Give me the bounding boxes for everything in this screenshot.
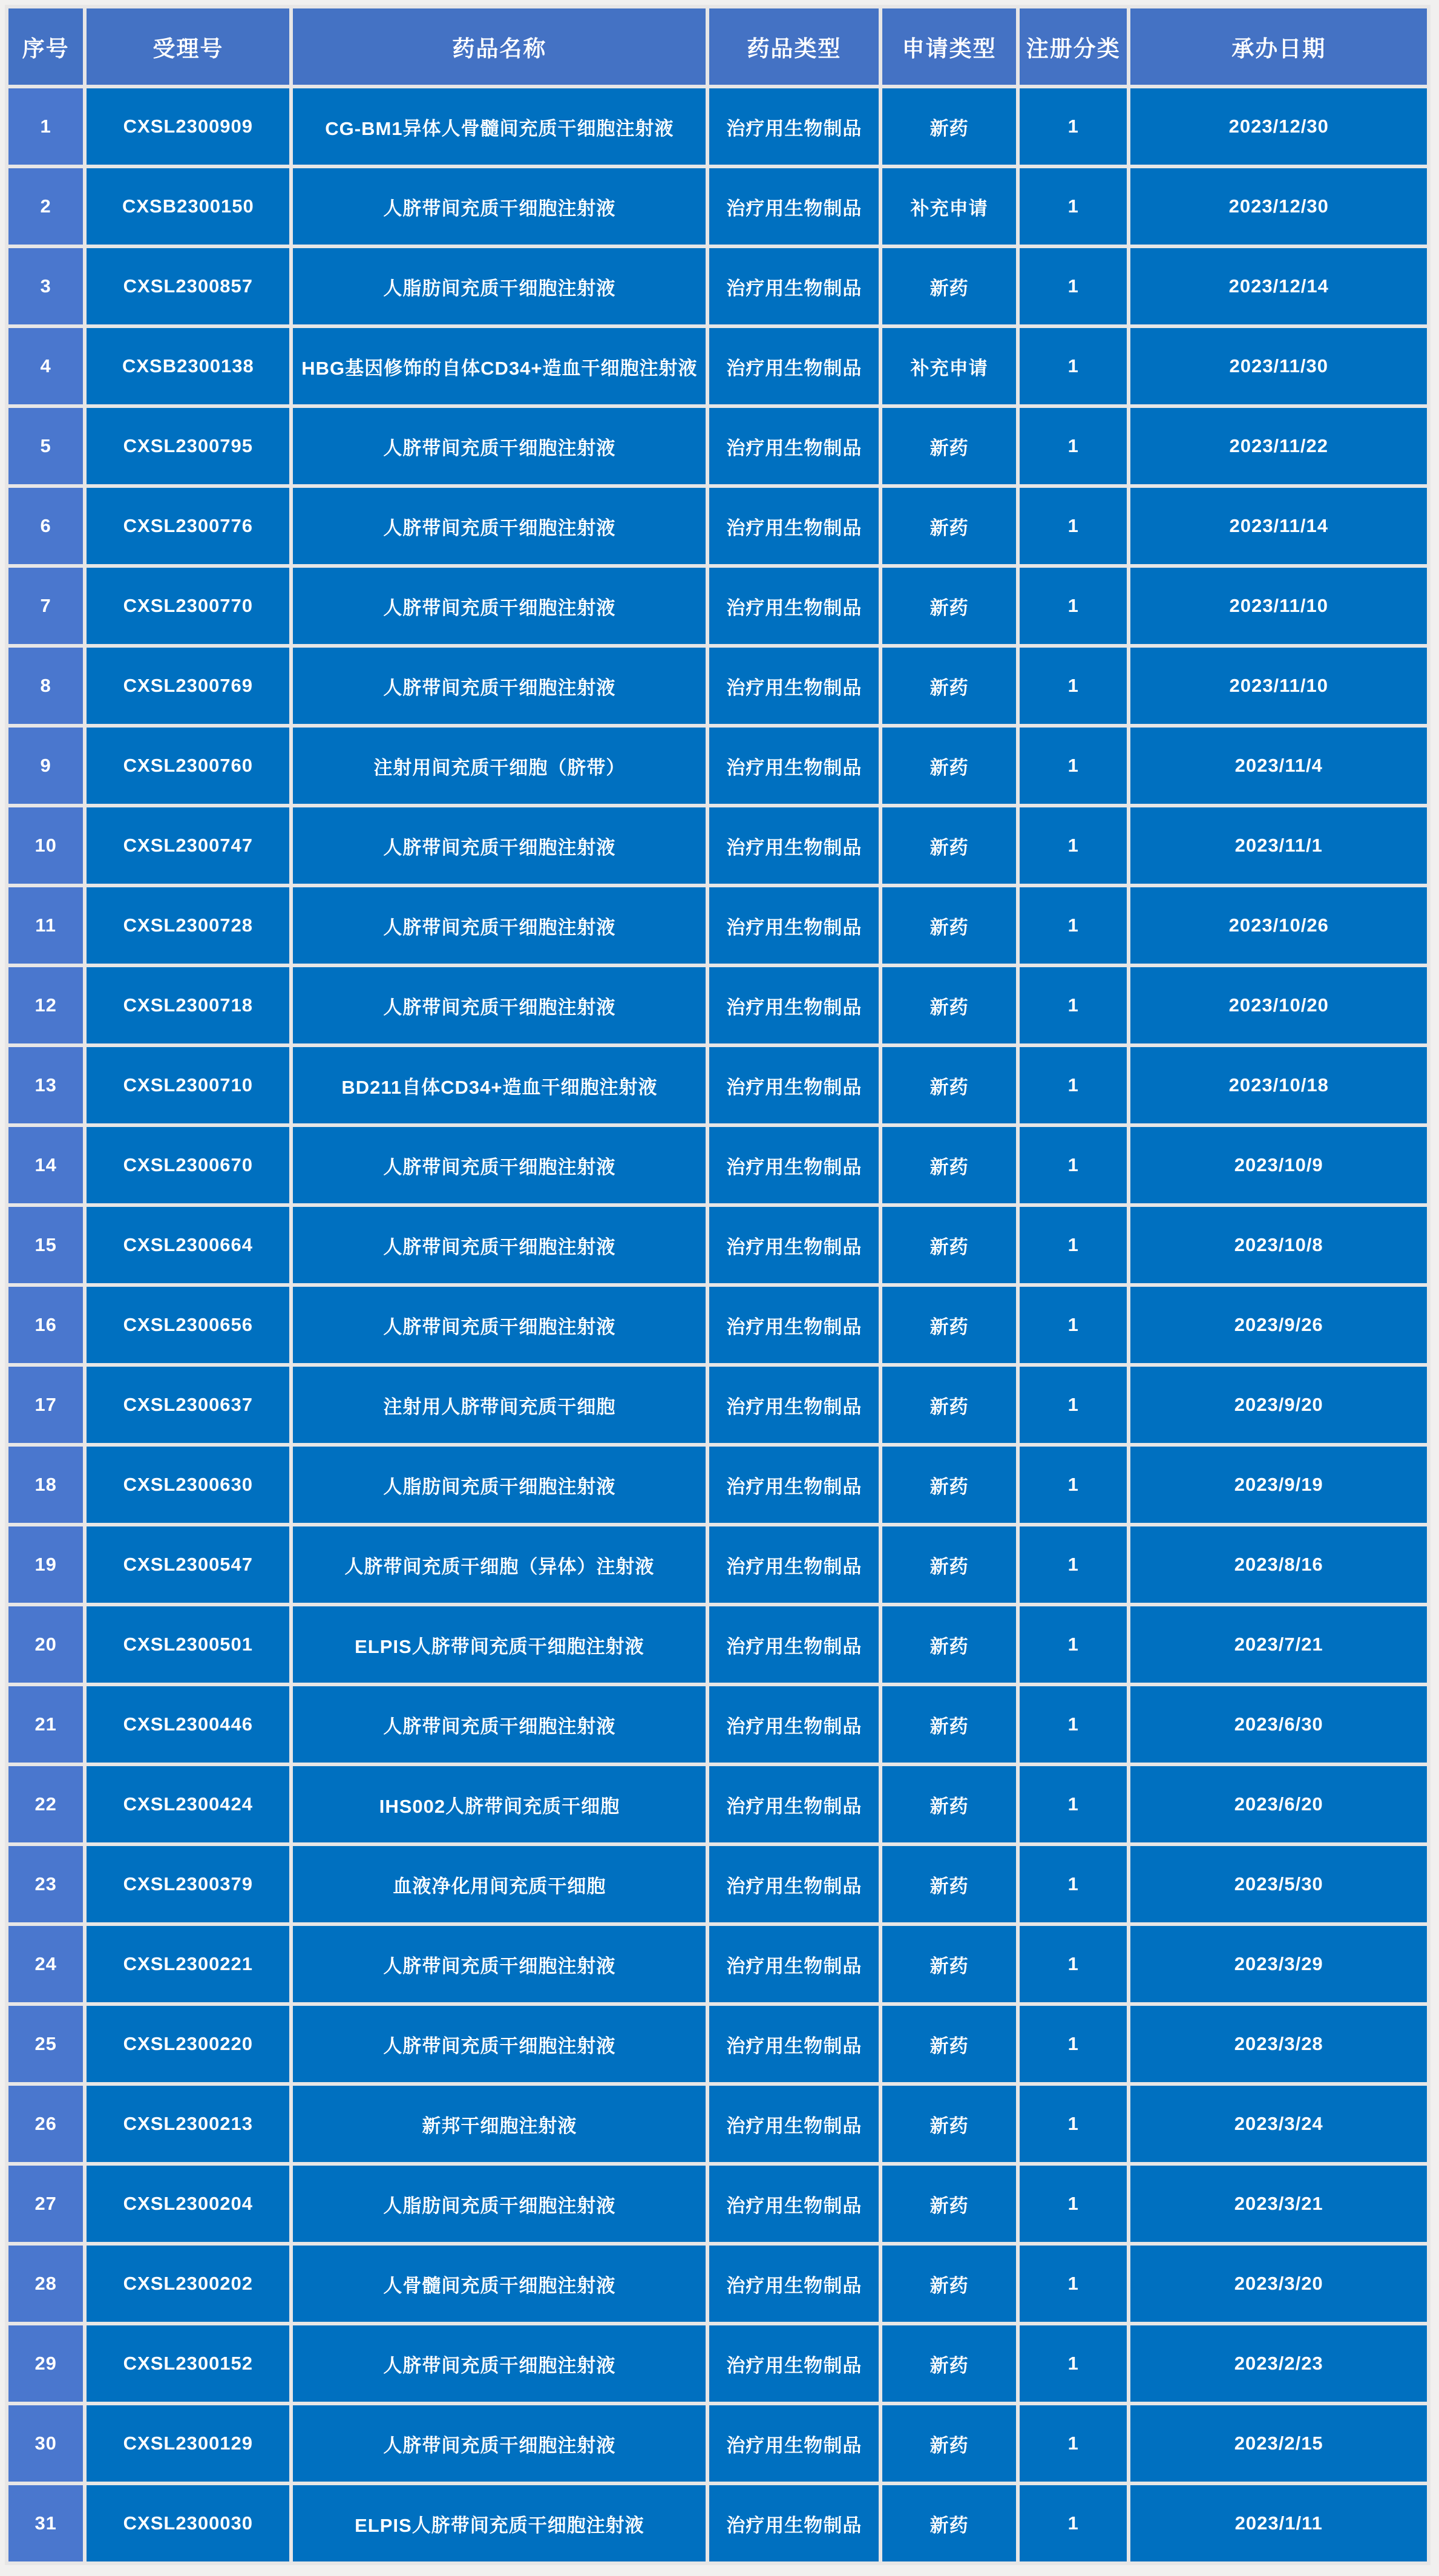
cell-registration-class[interactable]: 1 [1020,2485,1127,2561]
cell-drug-name[interactable]: 人脐带间充质干细胞注射液 [293,1127,706,1203]
cell-no[interactable]: 5 [8,408,83,484]
cell-registration-class[interactable]: 1 [1020,1367,1127,1443]
cell-application-type[interactable]: 新药 [882,1926,1016,2002]
cell-drug-name[interactable]: 人脂肪间充质干细胞注射液 [293,1447,706,1523]
table-row [8,2246,1427,2322]
cell-accept-date[interactable]: 2023/11/10 [1130,648,1427,724]
cell-no[interactable]: 24 [8,1926,83,2002]
cell-application-type[interactable]: 新药 [882,1207,1016,1283]
cell-no[interactable]: 9 [8,728,83,804]
cell-drug-name[interactable]: 人脐带间充质干细胞（异体）注射液 [293,1526,706,1603]
table-row [8,328,1427,404]
cell-acceptance-no[interactable]: CXSL2300770 [87,568,289,644]
cell-drug-type[interactable]: 治疗用生物制品 [709,1367,879,1443]
table-row [8,88,1427,165]
cell-drug-type[interactable]: 治疗用生物制品 [709,88,879,165]
cell-drug-name[interactable]: 人骨髓间充质干细胞注射液 [293,2246,706,2322]
cell-no[interactable]: 20 [8,1606,83,1683]
cell-no[interactable]: 16 [8,1287,83,1363]
cell-application-type[interactable]: 新药 [882,2246,1016,2322]
cell-application-type[interactable]: 新药 [882,1447,1016,1523]
cell-drug-type[interactable]: 治疗用生物制品 [709,648,879,724]
cell-registration-class[interactable]: 1 [1020,248,1127,324]
cell-drug-name[interactable]: 人脂肪间充质干细胞注射液 [293,248,706,324]
column-header-application-type[interactable]: 申请类型 [882,8,1016,85]
cell-accept-date[interactable]: 2023/10/8 [1130,1207,1427,1283]
cell-application-type[interactable]: 新药 [882,1127,1016,1203]
cell-acceptance-no[interactable]: CXSL2300379 [87,1846,289,1922]
header-row [8,8,1427,85]
table-row [8,1047,1427,1123]
cell-accept-date[interactable]: 2023/3/21 [1130,2166,1427,2242]
cell-drug-name[interactable]: 人脐带间充质干细胞注射液 [293,488,706,564]
cell-no[interactable]: 4 [8,328,83,404]
cell-registration-class[interactable]: 1 [1020,2086,1127,2162]
cell-application-type[interactable]: 新药 [882,1686,1016,1763]
cell-acceptance-no[interactable]: CXSL2300446 [87,1686,289,1763]
table-row [8,1846,1427,1922]
cell-accept-date[interactable]: 2023/5/30 [1130,1846,1427,1922]
column-header-acceptance-no[interactable]: 受理号 [87,8,289,85]
cell-application-type[interactable]: 新药 [882,1526,1016,1603]
cell-registration-class[interactable]: 1 [1020,1207,1127,1283]
cell-no[interactable]: 21 [8,1686,83,1763]
cell-drug-type[interactable]: 治疗用生物制品 [709,1287,879,1363]
cell-application-type[interactable]: 新药 [882,807,1016,884]
cell-drug-type[interactable]: 治疗用生物制品 [709,2006,879,2082]
cell-registration-class[interactable]: 1 [1020,728,1127,804]
column-header-accept-date[interactable]: 承办日期 [1130,8,1427,85]
cell-acceptance-no[interactable]: CXSL2300129 [87,2405,289,2482]
table-row [8,1207,1427,1283]
cell-drug-name[interactable]: 新邦干细胞注射液 [293,2086,706,2162]
cell-acceptance-no[interactable]: CXSL2300030 [87,2485,289,2561]
cell-registration-class[interactable]: 1 [1020,807,1127,884]
cell-acceptance-no[interactable]: CXSL2300213 [87,2086,289,2162]
cell-accept-date[interactable]: 2023/12/30 [1130,88,1427,165]
cell-application-type[interactable]: 新药 [882,2166,1016,2242]
cell-drug-name[interactable]: HBG基因修饰的自体CD34+造血干细胞注射液 [293,328,706,404]
cell-drug-name[interactable]: 人脐带间充质干细胞注射液 [293,1686,706,1763]
cell-application-type[interactable]: 新药 [882,2325,1016,2402]
cell-registration-class[interactable]: 1 [1020,2246,1127,2322]
cell-no[interactable]: 25 [8,2006,83,2082]
cell-no[interactable]: 18 [8,1447,83,1523]
cell-drug-type[interactable]: 治疗用生物制品 [709,1766,879,1842]
cell-accept-date[interactable]: 2023/3/20 [1130,2246,1427,2322]
cell-accept-date[interactable]: 2023/9/26 [1130,1287,1427,1363]
cell-no[interactable]: 23 [8,1846,83,1922]
cell-acceptance-no[interactable]: CXSL2300728 [87,887,289,964]
cell-accept-date[interactable]: 2023/10/26 [1130,887,1427,964]
cell-accept-date[interactable]: 2023/3/24 [1130,2086,1427,2162]
cell-no[interactable]: 13 [8,1047,83,1123]
cell-acceptance-no[interactable]: CXSL2300747 [87,807,289,884]
table-row [8,1766,1427,1842]
column-header-drug-type[interactable]: 药品类型 [709,8,879,85]
cell-registration-class[interactable]: 1 [1020,2166,1127,2242]
cell-accept-date[interactable]: 2023/12/14 [1130,248,1427,324]
cell-drug-type[interactable]: 治疗用生物制品 [709,408,879,484]
cell-no[interactable]: 28 [8,2246,83,2322]
cell-drug-name[interactable]: 人脐带间充质干细胞注射液 [293,807,706,884]
cell-registration-class[interactable]: 1 [1020,1926,1127,2002]
cell-acceptance-no[interactable]: CXSL2300718 [87,967,289,1043]
cell-acceptance-no[interactable]: CXSL2300670 [87,1127,289,1203]
cell-acceptance-no[interactable]: CXSL2300202 [87,2246,289,2322]
cell-drug-type[interactable]: 治疗用生物制品 [709,488,879,564]
cell-no[interactable]: 14 [8,1127,83,1203]
cell-registration-class[interactable]: 1 [1020,168,1127,245]
cell-drug-name[interactable]: 人脐带间充质干细胞注射液 [293,967,706,1043]
cell-drug-type[interactable]: 治疗用生物制品 [709,1047,879,1123]
cell-no[interactable]: 22 [8,1766,83,1842]
table-row [8,967,1427,1043]
cell-registration-class[interactable]: 1 [1020,1606,1127,1683]
table-row [8,408,1427,484]
cell-accept-date[interactable]: 2023/7/21 [1130,1606,1427,1683]
cell-acceptance-no[interactable]: CXSL2300424 [87,1766,289,1842]
cell-acceptance-no[interactable]: CXSB2300138 [87,328,289,404]
cell-acceptance-no[interactable]: CXSL2300656 [87,1287,289,1363]
table-row [8,807,1427,884]
cell-registration-class[interactable]: 1 [1020,408,1127,484]
cell-acceptance-no[interactable]: CXSL2300204 [87,2166,289,2242]
cell-registration-class[interactable]: 1 [1020,1447,1127,1523]
cell-drug-type[interactable]: 治疗用生物制品 [709,807,879,884]
cell-acceptance-no[interactable]: CXSL2300776 [87,488,289,564]
table-row [8,1686,1427,1763]
cell-registration-class[interactable]: 1 [1020,568,1127,644]
cell-drug-type[interactable]: 治疗用生物制品 [709,248,879,324]
cell-drug-type[interactable]: 治疗用生物制品 [709,1606,879,1683]
cell-application-type[interactable]: 新药 [882,1287,1016,1363]
table-row [8,1287,1427,1363]
cell-accept-date[interactable]: 2023/11/4 [1130,728,1427,804]
cell-application-type[interactable]: 补充申请 [882,168,1016,245]
cell-drug-name[interactable]: 注射用人脐带间充质干细胞 [293,1367,706,1443]
cell-no[interactable]: 8 [8,648,83,724]
cell-application-type[interactable]: 新药 [882,2405,1016,2482]
cell-acceptance-no[interactable]: CXSL2300795 [87,408,289,484]
cell-application-type[interactable]: 新药 [882,1846,1016,1922]
cell-accept-date[interactable]: 2023/11/30 [1130,328,1427,404]
cell-accept-date[interactable]: 2023/6/20 [1130,1766,1427,1842]
cell-accept-date[interactable]: 2023/11/10 [1130,568,1427,644]
cell-acceptance-no[interactable]: CXSL2300152 [87,2325,289,2402]
table-row [8,728,1427,804]
cell-drug-name[interactable]: 人脐带间充质干细胞注射液 [293,1287,706,1363]
cell-drug-name[interactable]: ELPIS人脐带间充质干细胞注射液 [293,2485,706,2561]
cell-application-type[interactable]: 新药 [882,967,1016,1043]
cell-no[interactable]: 1 [8,88,83,165]
cell-no[interactable]: 26 [8,2086,83,2162]
cell-drug-name[interactable]: IHS002人脐带间充质干细胞 [293,1766,706,1842]
cell-drug-type[interactable]: 治疗用生物制品 [709,2405,879,2482]
cell-accept-date[interactable]: 2023/3/29 [1130,1926,1427,2002]
cell-drug-name[interactable]: 人脐带间充质干细胞注射液 [293,408,706,484]
cell-drug-type[interactable]: 治疗用生物制品 [709,728,879,804]
cell-acceptance-no[interactable]: CXSL2300221 [87,1926,289,2002]
cell-drug-type[interactable]: 治疗用生物制品 [709,2485,879,2561]
cell-application-type[interactable]: 新药 [882,248,1016,324]
cell-acceptance-no[interactable]: CXSL2300664 [87,1207,289,1283]
cell-no[interactable]: 17 [8,1367,83,1443]
cell-acceptance-no[interactable]: CXSL2300637 [87,1367,289,1443]
cell-drug-type[interactable]: 治疗用生物制品 [709,568,879,644]
cell-drug-type[interactable]: 治疗用生物制品 [709,1846,879,1922]
cell-drug-type[interactable]: 治疗用生物制品 [709,967,879,1043]
cell-drug-name[interactable]: 人脐带间充质干细胞注射液 [293,1926,706,2002]
cell-acceptance-no[interactable]: CXSL2300501 [87,1606,289,1683]
cell-drug-name[interactable]: 人脂肪间充质干细胞注射液 [293,2166,706,2242]
cell-registration-class[interactable]: 1 [1020,1047,1127,1123]
cell-registration-class[interactable]: 1 [1020,1686,1127,1763]
table-row [8,1127,1427,1203]
table-row [8,1926,1427,2002]
cell-no[interactable]: 3 [8,248,83,324]
cell-application-type[interactable]: 新药 [882,1606,1016,1683]
cell-no[interactable]: 29 [8,2325,83,2402]
cell-registration-class[interactable]: 1 [1020,967,1127,1043]
cell-drug-type[interactable]: 治疗用生物制品 [709,2246,879,2322]
cell-acceptance-no[interactable]: CXSL2300909 [87,88,289,165]
table-row [8,1606,1427,1683]
cell-drug-type[interactable]: 治疗用生物制品 [709,1447,879,1523]
cell-application-type[interactable]: 新药 [882,1367,1016,1443]
cell-no[interactable]: 6 [8,488,83,564]
table-row [8,248,1427,324]
cell-acceptance-no[interactable]: CXSL2300220 [87,2006,289,2082]
cell-application-type[interactable]: 新药 [882,568,1016,644]
cell-accept-date[interactable]: 2023/2/15 [1130,2405,1427,2482]
cell-application-type[interactable]: 新药 [882,88,1016,165]
cell-registration-class[interactable]: 1 [1020,88,1127,165]
cell-registration-class[interactable]: 1 [1020,2405,1127,2482]
cell-acceptance-no[interactable]: CXSL2300630 [87,1447,289,1523]
cell-drug-name[interactable]: 血液净化用间充质干细胞 [293,1846,706,1922]
cell-registration-class[interactable]: 1 [1020,2006,1127,2082]
cell-no[interactable]: 30 [8,2405,83,2482]
cell-drug-type[interactable]: 治疗用生物制品 [709,168,879,245]
cell-drug-name[interactable]: 人脐带间充质干细胞注射液 [293,568,706,644]
cell-application-type[interactable]: 新药 [882,887,1016,964]
cell-application-type[interactable]: 新药 [882,1047,1016,1123]
cell-drug-type[interactable]: 治疗用生物制品 [709,2325,879,2402]
cell-acceptance-no[interactable]: CXSL2300769 [87,648,289,724]
cell-drug-type[interactable]: 治疗用生物制品 [709,1127,879,1203]
cell-drug-type[interactable]: 治疗用生物制品 [709,887,879,964]
cell-drug-name[interactable]: 人脐带间充质干细胞注射液 [293,648,706,724]
cell-accept-date[interactable]: 2023/10/9 [1130,1127,1427,1203]
table-row [8,568,1427,644]
cell-application-type[interactable]: 新药 [882,728,1016,804]
cell-drug-name[interactable]: CG-BM1异体人骨髓间充质干细胞注射液 [293,88,706,165]
cell-application-type[interactable]: 补充申请 [882,328,1016,404]
table-row [8,2325,1427,2402]
cell-registration-class[interactable]: 1 [1020,1766,1127,1842]
cell-drug-type[interactable]: 治疗用生物制品 [709,1926,879,2002]
cell-accept-date[interactable]: 2023/8/16 [1130,1526,1427,1603]
cell-acceptance-no[interactable]: CXSL2300710 [87,1047,289,1123]
table-row [8,1526,1427,1603]
cell-registration-class[interactable]: 1 [1020,1526,1127,1603]
table-row [8,648,1427,724]
cell-registration-class[interactable]: 1 [1020,887,1127,964]
cell-accept-date[interactable]: 2023/11/22 [1130,408,1427,484]
cell-no[interactable]: 11 [8,887,83,964]
cell-registration-class[interactable]: 1 [1020,648,1127,724]
table-row [8,488,1427,564]
table-row [8,2485,1427,2561]
cell-application-type[interactable]: 新药 [882,2086,1016,2162]
cell-accept-date[interactable]: 2023/11/1 [1130,807,1427,884]
cell-drug-name[interactable]: 人脐带间充质干细胞注射液 [293,1207,706,1283]
cell-drug-type[interactable]: 治疗用生物制品 [709,1207,879,1283]
cell-drug-name[interactable]: 人脐带间充质干细胞注射液 [293,887,706,964]
cell-accept-date[interactable]: 2023/9/20 [1130,1367,1427,1443]
cell-drug-name[interactable]: 人脐带间充质干细胞注射液 [293,2006,706,2082]
cell-no[interactable]: 15 [8,1207,83,1283]
cell-no[interactable]: 7 [8,568,83,644]
cell-application-type[interactable]: 新药 [882,408,1016,484]
cell-registration-class[interactable]: 1 [1020,2325,1127,2402]
cell-registration-class[interactable]: 1 [1020,488,1127,564]
cell-drug-type[interactable]: 治疗用生物制品 [709,1526,879,1603]
cell-no[interactable]: 2 [8,168,83,245]
cell-accept-date[interactable]: 2023/3/28 [1130,2006,1427,2082]
cell-drug-type[interactable]: 治疗用生物制品 [709,2086,879,2162]
cell-drug-name[interactable]: 人脐带间充质干细胞注射液 [293,168,706,245]
column-header-registration-class[interactable]: 注册分类 [1020,8,1127,85]
column-header-no[interactable]: 序号 [8,8,83,85]
cell-registration-class[interactable]: 1 [1020,1846,1127,1922]
drug-registration-table [5,5,1431,2565]
table-row [8,2166,1427,2242]
cell-acceptance-no[interactable]: CXSL2300857 [87,248,289,324]
cell-drug-name[interactable]: ELPIS人脐带间充质干细胞注射液 [293,1606,706,1683]
cell-application-type[interactable]: 新药 [882,488,1016,564]
table-row [8,2405,1427,2482]
cell-accept-date[interactable]: 2023/12/30 [1130,168,1427,245]
cell-drug-name[interactable]: 注射用间充质干细胞（脐带） [293,728,706,804]
table-body [8,88,1427,2561]
cell-no[interactable]: 19 [8,1526,83,1603]
cell-accept-date[interactable]: 2023/6/30 [1130,1686,1427,1763]
cell-acceptance-no[interactable]: CXSL2300547 [87,1526,289,1603]
column-header-drug-name[interactable]: 药品名称 [293,8,706,85]
cell-application-type[interactable]: 新药 [882,1766,1016,1842]
cell-no[interactable]: 12 [8,967,83,1043]
cell-drug-type[interactable]: 治疗用生物制品 [709,328,879,404]
table-row [8,887,1427,964]
cell-drug-type[interactable]: 治疗用生物制品 [709,1686,879,1763]
cell-registration-class[interactable]: 1 [1020,1287,1127,1363]
cell-no[interactable]: 10 [8,807,83,884]
cell-no[interactable]: 31 [8,2485,83,2561]
cell-accept-date[interactable]: 2023/1/11 [1130,2485,1427,2561]
cell-drug-name[interactable]: BD211自体CD34+造血干细胞注射液 [293,1047,706,1123]
cell-drug-type[interactable]: 治疗用生物制品 [709,2166,879,2242]
cell-drug-name[interactable]: 人脐带间充质干细胞注射液 [293,2325,706,2402]
cell-application-type[interactable]: 新药 [882,648,1016,724]
cell-accept-date[interactable]: 2023/2/23 [1130,2325,1427,2402]
table-row [8,1447,1427,1523]
cell-no[interactable]: 27 [8,2166,83,2242]
table-row [8,1367,1427,1443]
table-row [8,168,1427,245]
cell-registration-class[interactable]: 1 [1020,1127,1127,1203]
cell-acceptance-no[interactable]: CXSB2300150 [87,168,289,245]
cell-accept-date[interactable]: 2023/9/19 [1130,1447,1427,1523]
cell-accept-date[interactable]: 2023/11/14 [1130,488,1427,564]
table-row [8,2006,1427,2082]
cell-registration-class[interactable]: 1 [1020,328,1127,404]
table-row [8,2086,1427,2162]
cell-drug-name[interactable]: 人脐带间充质干细胞注射液 [293,2405,706,2482]
cell-application-type[interactable]: 新药 [882,2485,1016,2561]
cell-acceptance-no[interactable]: CXSL2300760 [87,728,289,804]
cell-application-type[interactable]: 新药 [882,2006,1016,2082]
cell-accept-date[interactable]: 2023/10/18 [1130,1047,1427,1123]
cell-accept-date[interactable]: 2023/10/20 [1130,967,1427,1043]
